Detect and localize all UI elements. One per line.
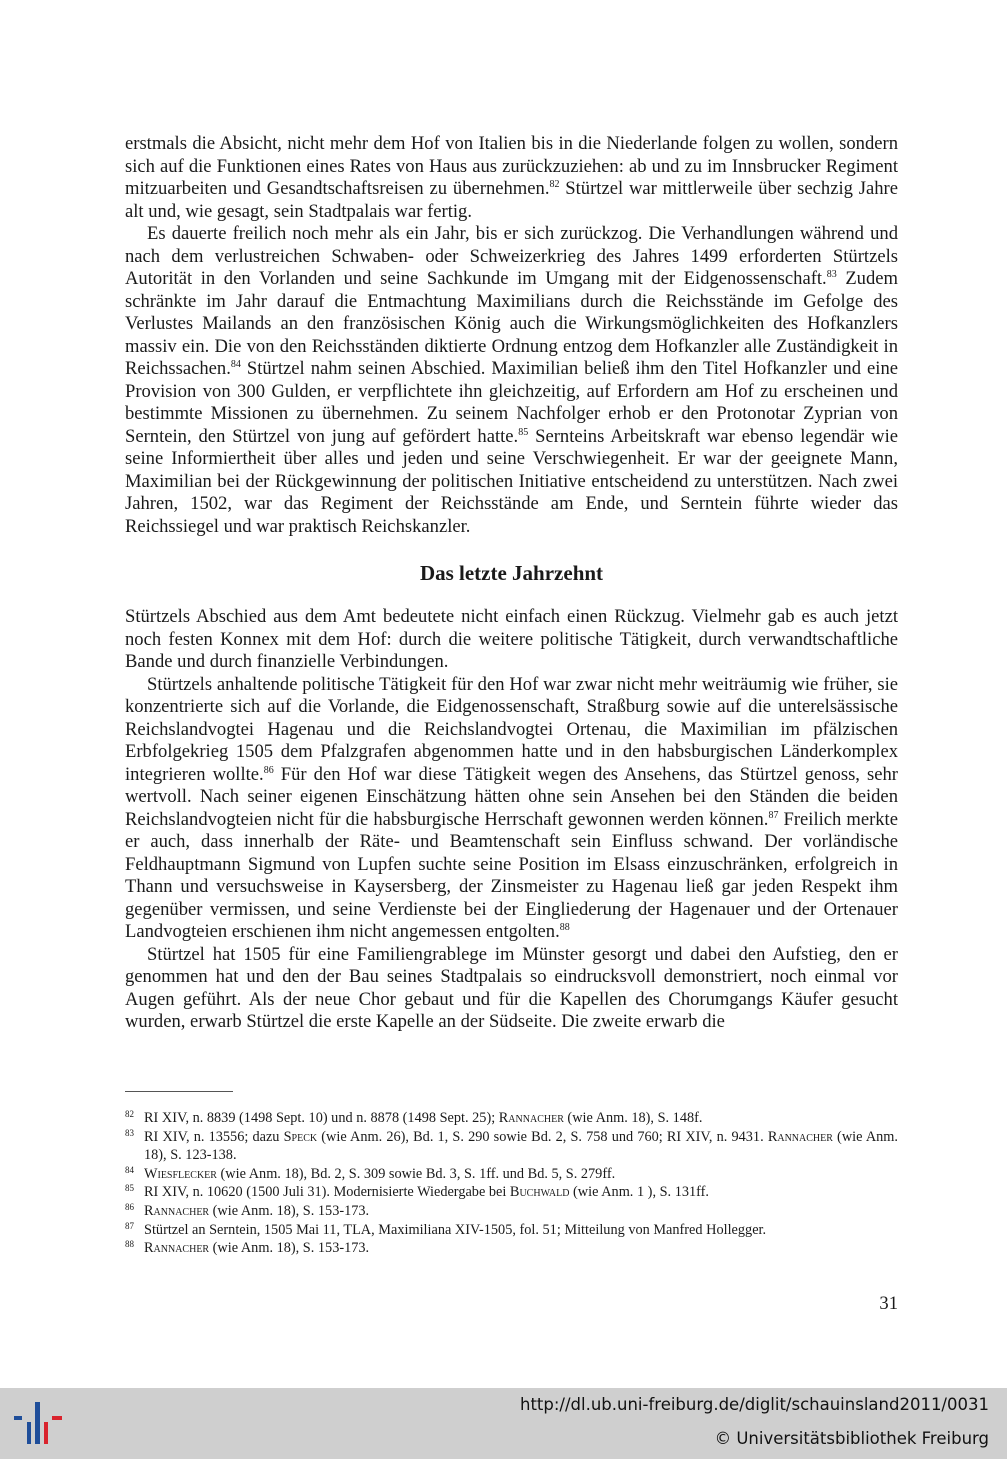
footnote-number [125,1221,144,1240]
footnote [125,1202,898,1221]
footnote-number-label: 87 [125,1220,134,1231]
footer-url-link[interactable]: http://dl.ub.uni-freiburg.de/diglit/schauinsland2011/0031 [519,1395,989,1414]
footnote [125,1239,898,1258]
text-run: (wie Anm. 18), S. 153-173. [209,1202,370,1219]
author-name: Rannacher [767,1128,833,1145]
text-run: erstmals die Absicht, nicht mehr dem Hof von Italien bis in die Niederlande folgen zu wollen, sondern sich auf die Funktionen eines Rates von Haus aus zurückzuziehen: ab und zu im Innsbrucker Regiment mitzuarbeiten und Gesandtschaftsreisen zu übernehmen. [125,133,898,199]
footnote-number-label: 83 [125,1127,134,1138]
text-run: Stürtzels anhaltende politische Tätigkeit für den Hof war zwar nicht mehr weiträumig wie früher, sie konzentrierte sich auf die Vorlande, die Eidgenossenschaft, Straßburg sowie auf die unterelsässische Reichslandvogtei Hagenau und die Reichslandvogtei Ortenau, die Maximilian im pfälzischen Erbfolgekrieg 1505 dem Pfalzgrafen abgenommen hatte und in den habsburgischen Länderkomplex integrieren wollte. [125,673,898,785]
author-name: Speck [283,1128,318,1145]
footer-bar [0,1388,1007,1459]
footnote-reference: 82 [549,179,560,190]
footnote-number [125,1183,144,1202]
text-run: RI XIV, n. 8839 (1498 Sept. 10) und n. 8878 (1498 Sept. 25); [144,1110,499,1126]
footnote [125,1221,898,1240]
text-run: Für den Hof war diese Tätigkeit wegen des Ansehens, das Stürtzel genoss, sehr wertvoll. Nach seiner eigenen Einschätzung hätten ohne sein Ansehen bei den Ständen die beiden Reichslandvogteien nicht für die habsburgische Herrschaft gewonnen werden können. [125,763,898,830]
footnote [125,1109,898,1128]
text-run: (wie Anm. 18), Bd. 2, S. 309 sowie Bd. 3, S. 1ff. und Bd. 5, S. 279ff. [216,1165,616,1182]
footnote-text [144,1221,898,1240]
author-name: Rannacher [498,1110,564,1126]
footnote-reference: 87 [768,809,779,821]
text-run: (wie Anm. 18), S. 148f. [563,1110,703,1126]
footnote [125,1165,898,1184]
author-name: Rannacher [144,1202,210,1219]
footnote-number-label: 84 [125,1164,134,1175]
author-name: Wiesflecker [144,1165,217,1182]
footnote-text [144,1165,898,1184]
text-run: Stürtzels Abschied aus dem Amt bedeutete nicht einfach einen Rückzug. Vielmehr gab es auch jetzt noch festen Konnex mit dem Hof: durch die weitere politische Tätigkeit, durch verwandtschaftliche Bande und durch finanzielle Verbindungen. [125,606,898,672]
footnote-text [144,1109,898,1128]
section-heading: Das letzte Jahrzehnt [419,561,604,585]
page-number: 31 [879,1293,898,1314]
footnote-separator [125,1091,233,1092]
footnote [125,1128,898,1165]
paragraph [125,133,898,223]
footnote-reference: 83 [826,269,837,280]
footnote-text [144,1202,898,1221]
ub-freiburg-logo-icon[interactable] [12,1398,66,1444]
body-text [125,133,898,1034]
text-run: Stürtzel hat 1505 für eine Familiengrablege im Münster gesorgt und dabei den Aufstieg, den er genommen hat und den der Bau seines Stadtpalais so eindrucksvoll demonstriert, noch einmal vor Augen geführt. Als der neue Chor gebaut und für die Kapellen des Chorumgangs Käufer gesucht wurden, erwarb Stürtzel die erste Kapelle an der Südseite. Die zweite erwarb die [125,943,898,1032]
footnote-reference: 88 [559,922,570,933]
footer-copyright: © Universitätsbibliothek Freiburg [714,1429,989,1448]
text-run: Sernteins Arbeitskraft war ebenso legendär wie seine Informiertheit über alles und jeden und seine Verschwiegenheit. Er war der geeignete Mann, Maximilian bei der Rückgewinnung der politischen Initiative entscheidend zu unterstützen. Nach zwei Jahren, 1502, war das Regiment der Reichsstände am Ende, und Serntein führte wieder das Reichssiegel und war praktisch Reichskanzler. [125,425,898,537]
text-run: (wie Anm. 18), S. 123-138. [144,1128,898,1164]
footnote-text [144,1239,898,1258]
text-run: Zudem schränkte im Jahr darauf die Entmachtung Maximilians durch die Reichsstände im Gefolge des Verlustes Mailands an den französischen König auch die Wirkungsmöglichkeiten des Hofkanzlers massiv ein. Die von den Reichsständen diktierte Ordnung entzog dem Hofkanzler alle Zuständigkeit in Reichssachen. [125,268,898,379]
footnote-reference: 86 [263,764,274,776]
footnote [125,1183,898,1202]
footnote-number [125,1202,144,1221]
author-name: Rannacher [144,1240,210,1257]
text-run: (wie Anm. 1 ), S. 131ff. [569,1184,709,1201]
footnote-number-label: 85 [125,1183,134,1194]
text-run: Stürtzel war mittlerweile über sechzig Jahre alt und, wie gesagt, sein Stadtpalais war fertig. [125,178,898,222]
footnote-number [125,1128,144,1165]
footnotes [125,1109,898,1258]
text-run: Freilich merkte er auch, dass innerhalb der Räte- und Beamtenschaft sein Einfluss schwand. Der vorländische Feldhauptmann Sigmund von Lupfen suchte seine Position im Elsass einzuschränken, erfolgreich in Thann und versuchsweise in Kaysersberg, der Zinsmeister zu Hagenau ließ gar jeden Respekt ihm gegenüber vermissen, und seine Verdienste bei der Eingliederung der Hagenauer und der Ortenauer Landvogteien erschienen ihm nicht angemessen entgolten. [125,808,898,942]
paragraph [125,606,898,674]
paragraph [125,674,898,944]
footnote-text [144,1128,898,1165]
paragraph [125,223,898,538]
footnote-number-label: 86 [125,1201,134,1212]
footnote-number [125,1239,144,1258]
author-name: Buchwald [509,1184,570,1201]
footnote-number [125,1165,144,1184]
footnote-reference: 85 [518,426,529,438]
text-run: Stürtzel nahm seinen Abschied. Maximilian beließ ihm den Titel Hofkanzler und eine Provision von 300 Gulden, er verpflichtete ihn gleichzeitig, auf Erfordern am Hof zu erscheinen und bestimmte Missionen zu übernehmen. Zu seinem Nachfolger erhob er den Protonotar Zyprian von Serntein, den Stürtzel von jung auf gefördert hatte. [125,358,898,447]
footnote-number-label: 88 [125,1239,134,1250]
text-run: (wie Anm. 26), Bd. 1, S. 290 sowie Bd. 2, S. 758 und 760; RI XIV, n. 9431. [317,1128,768,1145]
paragraph [125,944,898,1034]
footnote-text [144,1183,898,1202]
text-run: Stürtzel an Serntein, 1505 Mai 11, TLA, Maximiliana XIV-1505, fol. 51; Mitteilung von Manfred Hollegger. [144,1221,767,1238]
footnote-number-label: 82 [125,1109,134,1119]
text-run: Es dauerte freilich noch mehr als ein Jahr, bis er sich zurückzog. Die Verhandlungen während und nach dem verlustreichen Schwaben- oder Schweizerkrieg des Jahres 1499 erforderten Stürtzels Autorität in den Vorlanden und seine Sachkunde im Umgang mit der Eidgenossenschaft. [125,223,898,289]
text-run: (wie Anm. 18), S. 153-173. [209,1240,370,1257]
text-run: RI XIV, n. 10620 (1500 Juli 31). Modernisierte Wiedergabe bei [144,1184,510,1201]
text-run: RI XIV, n. 13556; dazu [144,1128,284,1145]
footnote-reference: 84 [230,359,241,370]
footnote-number [125,1109,144,1128]
